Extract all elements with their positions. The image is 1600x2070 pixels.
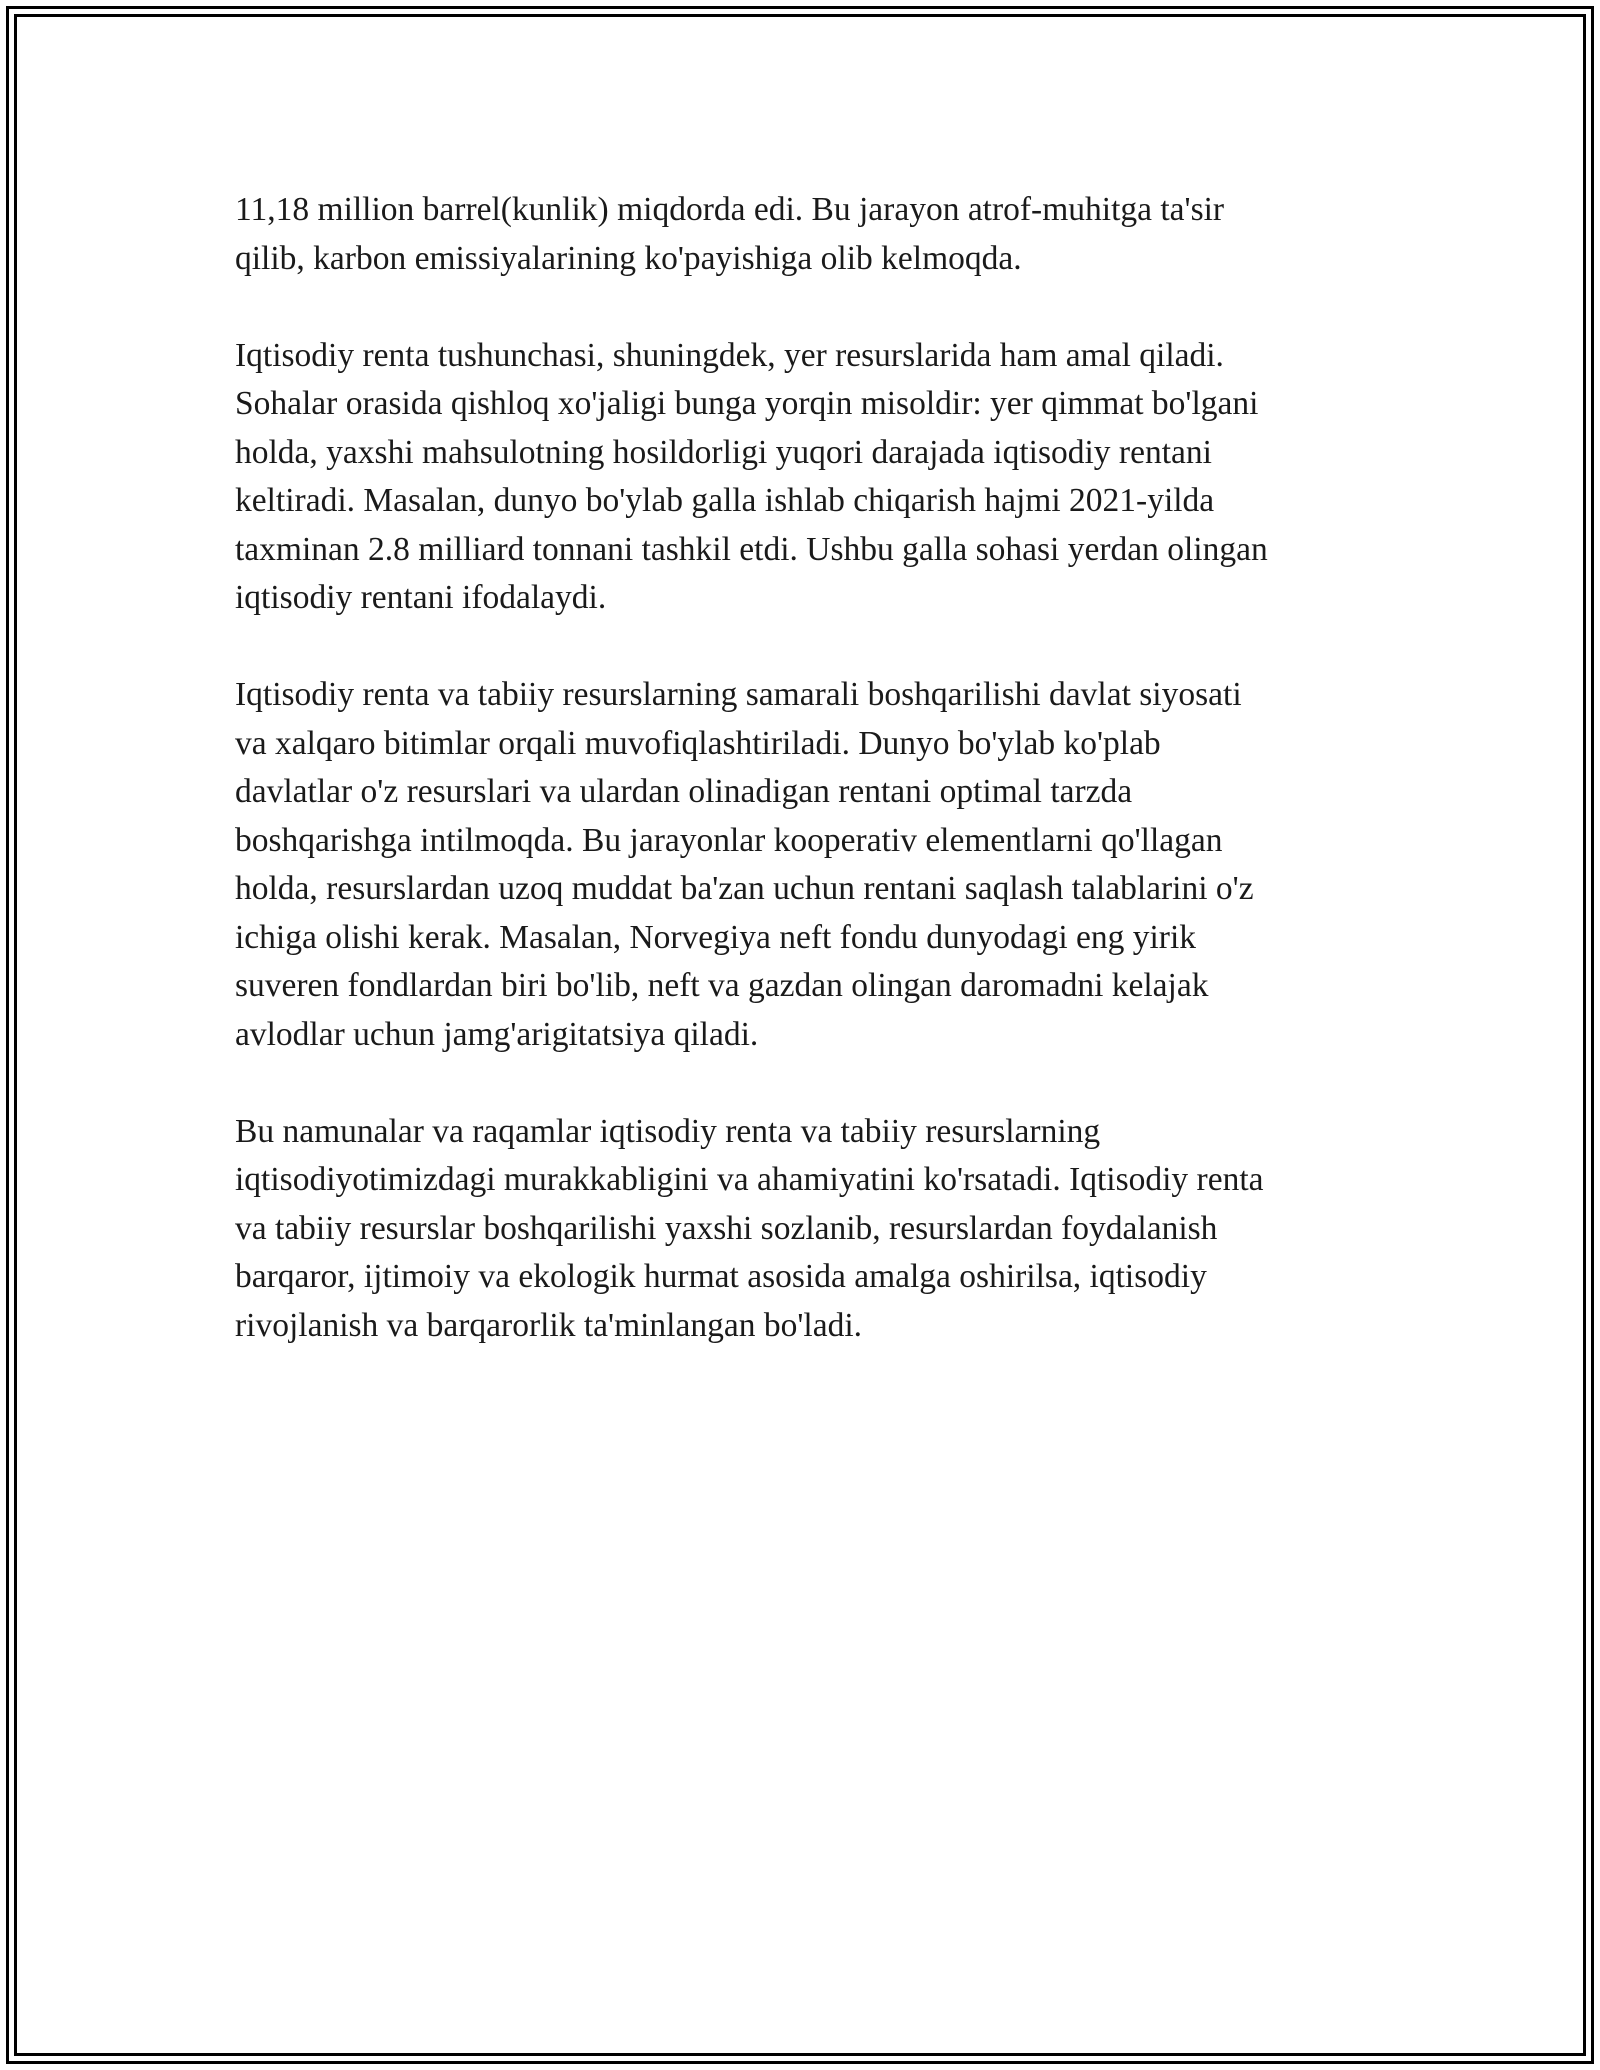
paragraph-line: suveren fondlardan biri bo'lib, neft va gazdan olingan daromadni kelajak [235,967,1209,1004]
paragraph-line: Iqtisodiy renta tushunchasi, shuningdek, yer resurslarida ham amal qiladi. [235,336,1224,374]
paragraph-line: davlatlar o'z resurslari va ulardan olinadigan rentani optimal tarzda [235,773,1133,810]
paragraph-1 [235,186,1380,283]
paragraph-line: holda, resurslardan uzoq muddat ba'zan uchun rentani saqlash talablarini o'z [235,870,1254,907]
document-body [235,186,1380,1399]
paragraph-line: iqtisodiyotimizdagi murakkabligini va ahamiyatini ko'rsatadi. Iqtisodiy renta [235,1161,1264,1198]
paragraph-line: Bu namunalar va raqamlar iqtisodiy renta va tabiiy resurslarning [235,1112,1101,1150]
paragraph-line: holda, yaxshi mahsulotning hosildorligi yuqori darajada iqtisodiy rentani [235,433,1212,471]
paragraph-line: Iqtisodiy renta va tabiiy resurslarning samarali boshqarilishi davlat siyosati [235,676,1242,713]
paragraph-line: boshqarishga intilmoqda. Bu jarayonlar kooperativ elementlarni qo'llagan [235,821,1223,859]
paragraph-line: qilib, karbon emissiyalarining ko'payishiga olib kelmoqda. [235,239,1022,277]
paragraph-2 [235,332,1380,623]
paragraph-line: iqtisodiy rentani ifodalaydi. [235,579,607,616]
paragraph-line: va tabiiy resurslar boshqarilishi yaxshi sozlanib, resurslardan foydalanish [235,1209,1218,1247]
paragraph-3 [235,671,1380,1059]
paragraph-line: barqaror, ijtimoiy va ekologik hurmat asosida amalga oshirilsa, iqtisodiy [235,1258,1207,1295]
paragraph-4 [235,1108,1380,1351]
paragraph-line: Sohalar orasida qishloq xo'jaligi bunga yorqin misoldir: yer qimmat bo'lgani [235,385,1259,422]
paragraph-line: rivojlanish va barqarorlik ta'minlangan bo'ladi. [235,1306,862,1344]
paragraph-line: va xalqaro bitimlar orqali muvofiqlashtiriladi. Dunyo bo'ylab ko'plab [235,724,1161,762]
paragraph-line: taxminan 2.8 milliard tonnani tashkil etdi. Ushbu galla sohasi yerdan olingan [235,530,1268,568]
paragraph-line: 11,18 million barrel(kunlik) miqdorda edi. Bu jarayon atrof-muhitga ta'sir [235,191,1225,228]
paragraph-line: avlodlar uchun jamg'arigitatsiya qiladi. [235,1015,759,1053]
paragraph-line: ichiga olishi kerak. Masalan, Norvegiya neft fondu dunyodagi eng yirik [235,918,1197,956]
paragraph-line: keltiradi. Masalan, dunyo bo'ylab galla ishlab chiqarish hajmi 2021-yilda [235,482,1215,519]
